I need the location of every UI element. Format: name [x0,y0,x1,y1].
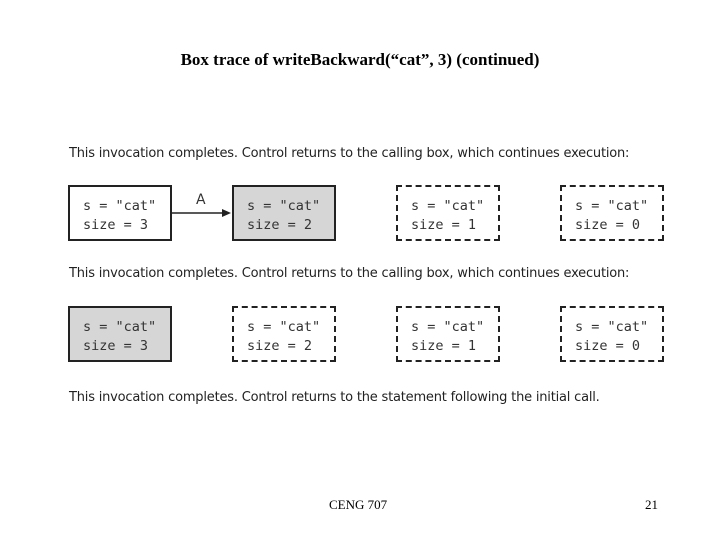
box-size-value: size = 1 [411,338,477,354]
caption-3: This invocation completes. Control returns to the statement following the initial call. [69,390,600,405]
box-s-value: s = "cat" [83,319,157,335]
box-size-value: size = 2 [247,338,313,354]
box-s-value: s = "cat" [411,319,485,335]
footer-page-number: 21 [645,497,658,512]
caption-2: This invocation completes. Control returns to the calling box, which continues execution: [69,266,630,281]
footer-course: CENG 707 [329,497,388,512]
box-size-value: size = 2 [247,217,313,233]
trace-box-r1-4 [560,185,664,241]
box-s-value: s = "cat" [247,198,321,214]
box-s-value: s = "cat" [247,319,321,335]
trace-box-r2-2 [232,306,336,362]
box-size-value: size = 0 [575,338,641,354]
box-s-value: s = "cat" [411,198,485,214]
box-size-value: size = 1 [411,217,477,233]
slide-title: Box trace of writeBackward(“cat”, 3) (continued) [180,50,540,69]
box-size-value: size = 0 [575,217,641,233]
trace-box-r2-1 [68,306,172,362]
trace-box-r1-3 [396,185,500,241]
box-s-value: s = "cat" [575,198,649,214]
box-s-value: s = "cat" [83,198,157,214]
box-size-value: size = 3 [83,338,149,354]
arrow-label: A [196,192,206,208]
trace-box-r2-3 [396,306,500,362]
box-size-value: size = 3 [83,217,149,233]
trace-box-r1-2 [232,185,336,241]
caption-1: This invocation completes. Control returns to the calling box, which continues execution: [69,146,630,161]
trace-box-r2-4 [560,306,664,362]
box-s-value: s = "cat" [575,319,649,335]
